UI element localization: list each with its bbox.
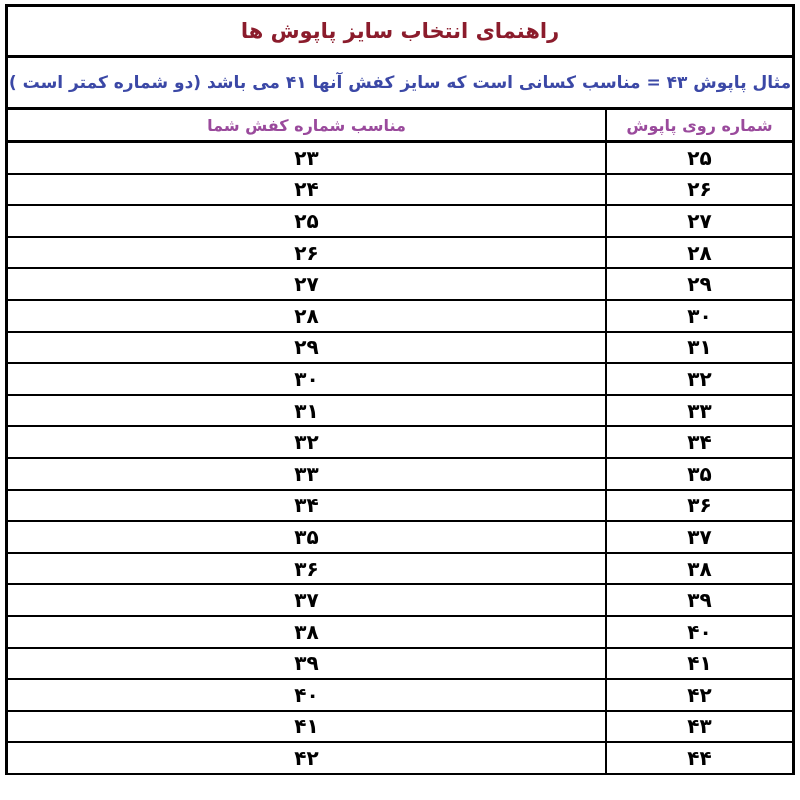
slipper-size-cell: ۴۲ (605, 680, 792, 710)
table-row (8, 617, 792, 649)
table-row (8, 522, 792, 554)
slipper-size-cell: ۳۲ (605, 364, 792, 394)
table-row (8, 238, 792, 270)
slipper-size-cell: ۳۱ (605, 333, 792, 363)
slipper-size-cell: ۳۹ (605, 585, 792, 615)
shoe-size-cell: ۳۳ (294, 461, 319, 486)
shoe-size-cell: ۲۴ (294, 177, 319, 202)
table-row (8, 680, 792, 712)
shoe-size-cell: ۴۱ (294, 714, 319, 739)
header-shoe-size: مناسب شماره کفش شما (207, 115, 406, 135)
slipper-size-cell: ۳۵ (605, 459, 792, 489)
table-row (8, 491, 792, 523)
table-row (8, 649, 792, 681)
page-title: راهنمای انتخاب سایز پاپوش ها (8, 7, 792, 58)
shoe-size-cell: ۳۰ (294, 366, 319, 391)
slipper-size-cell: ۲۹ (605, 269, 792, 299)
slipper-size-cell: ۴۱ (605, 649, 792, 679)
shoe-size-cell: ۴۲ (294, 746, 319, 771)
slipper-size-cell: ۴۳ (605, 712, 792, 742)
table-row (8, 585, 792, 617)
shoe-size-cell: ۳۷ (294, 588, 319, 613)
table-row (8, 554, 792, 586)
slipper-size-cell: ۳۴ (605, 427, 792, 457)
slipper-size-cell: ۴۰ (605, 617, 792, 647)
table-row (8, 743, 792, 775)
shoe-size-cell: ۴۰ (294, 682, 319, 707)
table-row (8, 206, 792, 238)
slipper-size-cell: ۲۵ (605, 143, 792, 173)
slipper-size-cell: ۳۶ (605, 491, 792, 521)
table-row (8, 712, 792, 744)
shoe-size-cell: ۲۷ (294, 272, 319, 297)
table-row (8, 396, 792, 428)
shoe-size-cell: ۳۱ (294, 398, 319, 423)
slipper-size-cell: ۳۷ (605, 522, 792, 552)
shoe-size-cell: ۳۹ (294, 651, 319, 676)
size-table (8, 110, 792, 775)
shoe-size-cell: ۲۶ (294, 240, 319, 265)
slipper-size-cell: ۲۷ (605, 206, 792, 236)
slipper-size-cell: ۳۰ (605, 301, 792, 331)
table-row (8, 175, 792, 207)
shoe-size-cell: ۲۸ (294, 303, 319, 328)
slipper-size-cell: ۳۳ (605, 396, 792, 426)
example-note: مثال پاپوش ۴۳ = مناسب کسانی است که سایز کفش آنها ۴۱ می باشد (دو شماره کمتر است ) (8, 58, 792, 110)
shoe-size-cell: ۳۲ (294, 430, 319, 455)
slipper-size-cell: ۲۸ (605, 238, 792, 268)
table-row (8, 459, 792, 491)
table-row (8, 364, 792, 396)
shoe-size-cell: ۳۶ (294, 556, 319, 581)
slipper-size-cell: ۳۸ (605, 554, 792, 584)
shoe-size-cell: ۳۵ (294, 524, 319, 549)
shoe-size-cell: ۳۴ (294, 493, 319, 518)
table-row (8, 427, 792, 459)
size-guide-table (5, 4, 795, 775)
shoe-size-cell: ۲۵ (294, 208, 319, 233)
table-row (8, 269, 792, 301)
table-header-row (8, 110, 792, 143)
table-row (8, 333, 792, 365)
slipper-size-cell: ۲۶ (605, 175, 792, 205)
table-row (8, 143, 792, 175)
table-row (8, 301, 792, 333)
header-slipper-size: شماره روی پاپوش (605, 110, 792, 140)
shoe-size-cell: ۲۹ (294, 335, 319, 360)
slipper-size-cell: ۴۴ (605, 743, 792, 773)
shoe-size-cell: ۲۳ (294, 145, 319, 170)
shoe-size-cell: ۳۸ (294, 619, 319, 644)
